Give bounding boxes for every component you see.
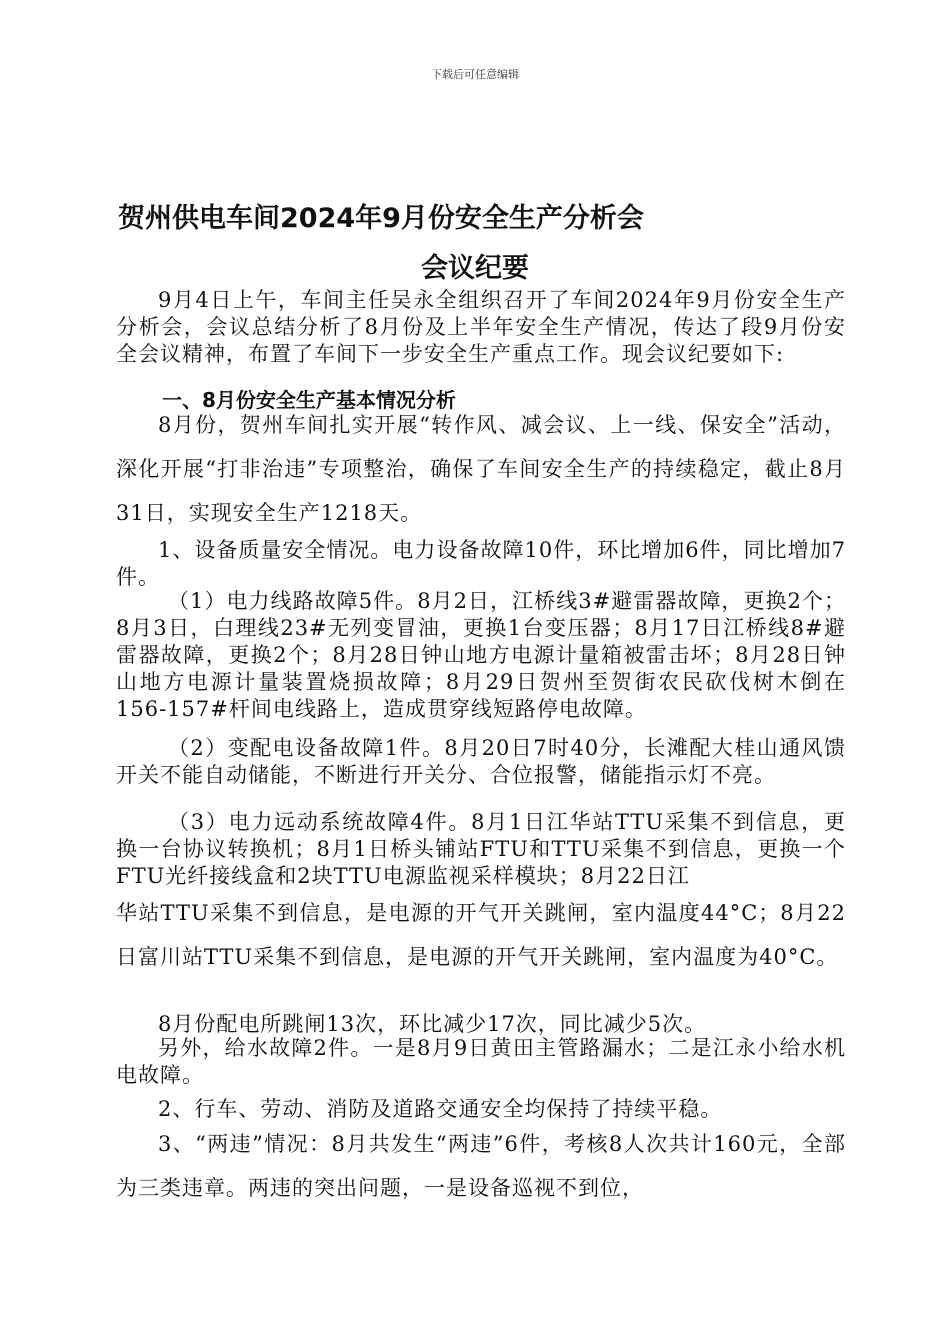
paragraph-substation-faults: （2）变配电设备故障1件。8月20日7时40分，长滩配大桂山通风馈开关不能自动储能，不断进行开关分、合位报警，储能指示灯不亮。: [116, 736, 846, 787]
document-subtitle: 会议纪要: [421, 253, 529, 284]
paragraph-water-faults: 另外，给水故障2件。一是8月9日黄田主管路漏水；二是江永小给水机电故障。: [116, 1036, 846, 1087]
intro-paragraph: 9月4日上午，车间主任吴永全组织召开了车间2024年9月份安全生产分析会，会议总结分析了8月份及上半年安全生产情况，传达了段9月份安全会议精神，布置了车间下一步安全生产重点工作。现会议纪要如下:: [116, 288, 846, 366]
document-title: 贺州供电车间2024年9月份安全生产分析会: [118, 203, 644, 234]
paragraph-equipment-quality: 1、设备质量安全情况。电力设备故障10件，环比增加6件，同比增加7件。: [116, 538, 846, 589]
paragraph-overview: 8月份，贺州车间扎实开展“转作风、减会议、上一线、保安全”活动，深化开展“打非治违”专项整治，确保了车间安全生产的持续稳定，截止8月31日，实现安全生产1218天。: [116, 413, 846, 525]
section-heading-1: 一、8月份安全生产基本情况分析: [162, 388, 456, 412]
header-note: 下载后可任意编辑: [431, 68, 519, 81]
paragraph-traffic-safety: 2、行车、劳动、消防及道路交通安全均保持了持续平稳。: [158, 1097, 723, 1121]
paragraph-violations: 3、“两违”情况：8月共发生“两违”6件，考核8人次共计160元，全部为三类违章。两违的突出问题，一是设备巡视不到位，: [116, 1132, 846, 1200]
paragraph-tripping: 8月份配电所跳闸13次，环比减少17次，同比减少5次。: [158, 1012, 707, 1036]
paragraph-telecontrol-faults-cont: 华站TTU采集不到信息，是电源的开气开关跳闸，室内温度44°C；8月22日富川站TTU采集不到信息，是电源的开气开关跳闸，室内温度为40°C。: [116, 901, 846, 969]
paragraph-line-faults: （1）电力线路故障5件。8月2日，江桥线3#避雷器故障，更换2个；8月3日，白理线23#无列变冒油，更换1台变压器；8月17日江桥线8#避雷器故障，更换2个；8月28日钟山地方电源计量箱被雷击坏；8月28日钟山地方电源计量装置烧损故障；8月29日贺州至贺街农民砍伐树木倒在156-157#杆间电线路上，造成贯穿线短路停电故障。: [116, 589, 846, 721]
paragraph-telecontrol-faults: （3）电力远动系统故障4件。8月1日江华站TTU采集不到信息，更换一台协议转换机；8月1日桥头铺站FTU和TTU采集不到信息，更换一个FTU光纤接线盒和2块TTU电源监视采样模块；8月22日江: [116, 810, 846, 888]
